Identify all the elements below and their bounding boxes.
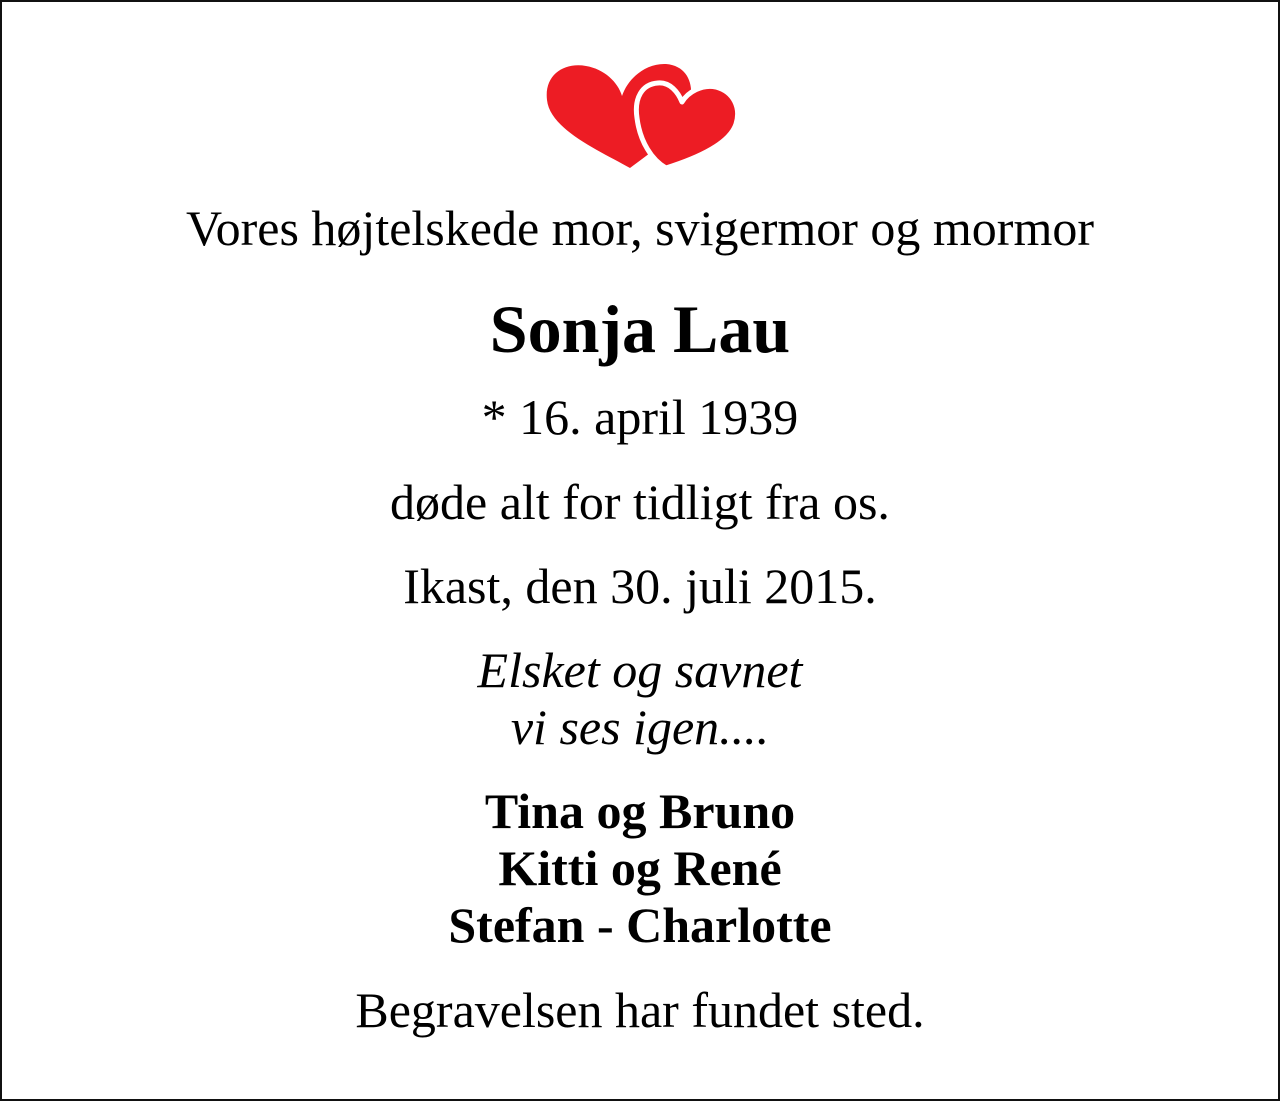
- verse-line: vi ses igen....: [510, 699, 770, 755]
- right-heart-icon: [636, 83, 737, 168]
- intro-text: Vores højtelskede mor, svigermor og mormor: [185, 200, 1095, 256]
- death-text: døde alt for tidligt fra os.: [390, 474, 890, 530]
- family-member-line: Kitti og René: [498, 840, 782, 896]
- funeral-text: Begravelsen har fundet sted.: [355, 982, 925, 1038]
- double-hearts-icon: [542, 60, 742, 172]
- place-date: Ikast, den 30. juli 2015.: [403, 558, 877, 614]
- verse-line: Elsket og savnet: [477, 642, 803, 698]
- family-member-line: Tina og Bruno: [484, 783, 796, 839]
- family-member-line: Stefan - Charlotte: [448, 897, 832, 953]
- deceased-name: Sonja Lau: [489, 291, 791, 367]
- birth-date: * 16. april 1939: [481, 389, 799, 445]
